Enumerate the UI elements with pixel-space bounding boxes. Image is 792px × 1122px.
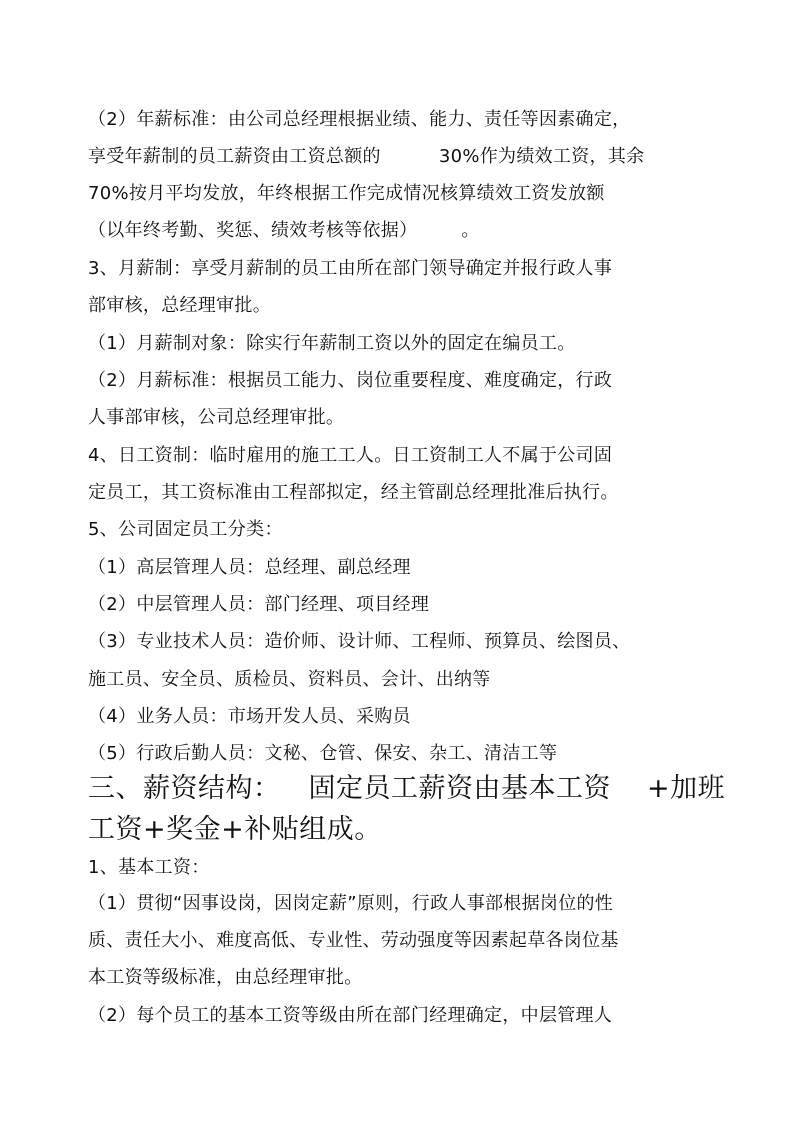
text-line: 4、日工资制：临时雇用的施工工人。日工资制工人不属于公司固 [88,445,613,466]
text-line: 质、责任大小、难度高低、专业性、劳动强度等因素起草各岗位基 [88,930,619,951]
text-span: 30%作为绩效工资，其余 [438,146,645,167]
text-line: 部审核，总经理审批。 [88,295,271,316]
text-line: （3）专业技术人员：造价师、设计师、工程师、预算员、绘图员、 [88,631,631,652]
section-heading-continued: 工资+奖金+补贴组成。 [88,814,382,845]
text-span: （以年终考勤、奖惩、绩效考核等依据） [88,220,418,241]
text-line: （5）行政后勤人员：文秘、仓管、保安、杂工、清洁工等 [88,743,558,764]
text-line: （1）贯彻“因事设岗，因岗定薪”原则，行政人事部根据岗位的性 [88,893,614,914]
text-span: 。 [461,220,480,241]
text-line: （2）月薪标准：根据员工能力、岗位重要程度、难度确定，行政 [88,370,613,391]
heading-part: +加班 [647,773,726,804]
text-line: （1）月薪制对象：除实行年薪制工资以外的固定在编员工。 [88,333,576,354]
text-line: （2）年薪标准：由公司总经理根据业绩、能力、责任等因素确定， [88,109,631,130]
section-heading [88,772,725,806]
text-line [88,219,480,243]
text-line: 本工资等级标准，由总经理审批。 [88,967,363,988]
text-span: 享受年薪制的员工薪资由工资总额的 [88,146,381,167]
text-line: （2）每个员工的基本工资等级由所在部门经理确定，中层管理人 [88,1005,613,1026]
heading-part: 固定员工薪资由基本工资 [308,773,611,804]
text-line: 定员工，其工资标准由工程部拟定，经主管副总经理批准后执行。 [88,482,619,503]
text-line: 人事部审核，公司总经理审批。 [88,407,345,428]
heading-part: 三、薪资结构： [88,773,281,804]
text-line: 70%按月平均发放，年终根据工作完成情况核算绩效工资发放额 [88,183,605,204]
text-line: 5、公司固定员工分类： [88,519,283,540]
text-line: 1、基本工资： [88,857,210,878]
text-line [88,145,644,169]
text-line: （4）业务人员：市场开发人员、采购员 [88,706,411,727]
text-line: 3、月薪制：享受月薪制的员工由所在部门领导确定并报行政人事 [88,258,613,279]
text-line: （1）高层管理人员：总经理、副总经理 [88,557,411,578]
text-line: （2）中层管理人员：部门经理、项目经理 [88,594,430,615]
text-line: 施工员、安全员、质检员、资料员、会计、出纳等 [88,669,491,690]
